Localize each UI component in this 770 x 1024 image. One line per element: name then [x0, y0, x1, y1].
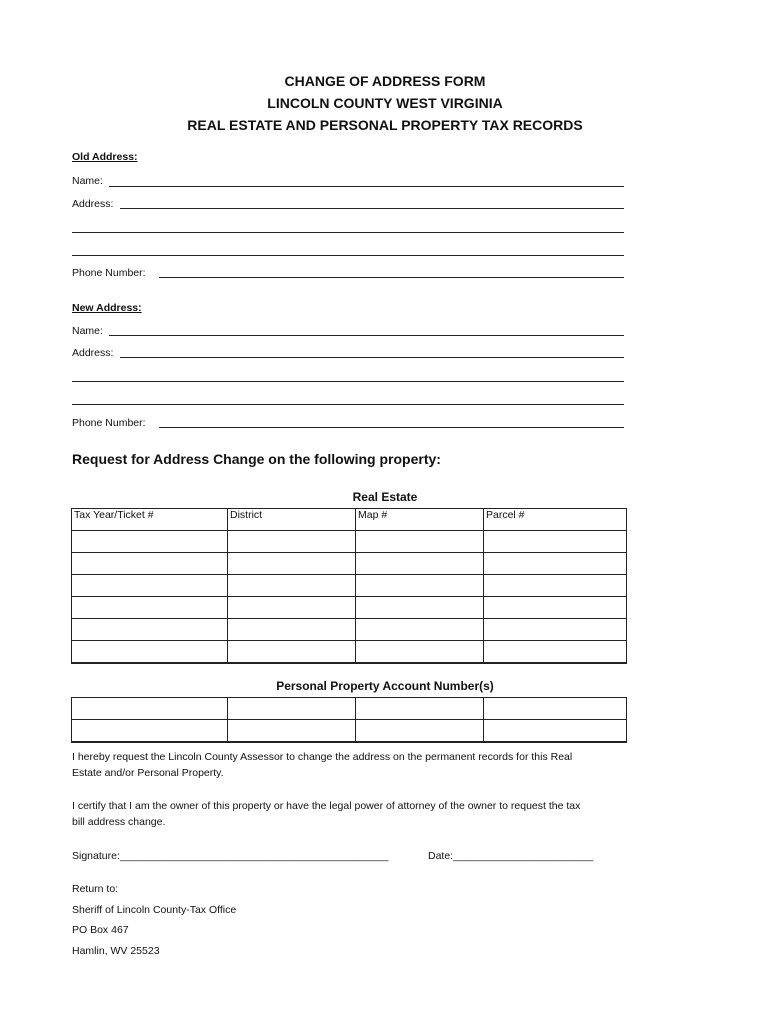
- table-cell[interactable]: [356, 619, 484, 641]
- table-row: [72, 698, 627, 720]
- table-cell[interactable]: [484, 531, 627, 553]
- table-cell[interactable]: [228, 619, 356, 641]
- table-cell[interactable]: [484, 575, 627, 597]
- old-address-line-2[interactable]: [72, 232, 624, 233]
- return-to-label: Return to:: [72, 883, 119, 895]
- table-cell[interactable]: [72, 698, 228, 720]
- table-row: [72, 553, 627, 575]
- table-cell[interactable]: [484, 641, 627, 664]
- table-cell[interactable]: [356, 531, 484, 553]
- table-cell[interactable]: [228, 698, 356, 720]
- old-address-label: Address:: [72, 198, 114, 210]
- new-address-heading: New Address:: [72, 302, 142, 314]
- table-row: [72, 619, 627, 641]
- column-header: Map #: [356, 509, 484, 531]
- table-cell[interactable]: [72, 531, 228, 553]
- real-estate-header-row: [72, 509, 627, 531]
- table-cell[interactable]: [228, 720, 356, 743]
- table-cell[interactable]: [72, 575, 228, 597]
- new-address-line-2[interactable]: [72, 381, 624, 382]
- table-cell[interactable]: [356, 641, 484, 664]
- table-cell[interactable]: [72, 553, 228, 575]
- table-cell[interactable]: [484, 597, 627, 619]
- table-row: [72, 641, 627, 664]
- old-phone-line[interactable]: [159, 277, 624, 278]
- table-cell[interactable]: [356, 720, 484, 743]
- date-row: [428, 850, 593, 862]
- table-row: [72, 720, 627, 743]
- county-title: LINCOLN COUNTY WEST VIRGINIA: [267, 95, 503, 111]
- old-address-line-1[interactable]: [120, 208, 624, 209]
- old-phone-label: Phone Number:: [72, 267, 146, 279]
- table-cell[interactable]: [484, 619, 627, 641]
- request-heading: Request for Address Change on the following property:: [72, 451, 441, 467]
- form-title: CHANGE OF ADDRESS FORM: [284, 73, 486, 89]
- signature-label: Signature:: [72, 850, 120, 862]
- table-cell[interactable]: [228, 553, 356, 575]
- date-label: Date:: [428, 850, 454, 862]
- old-name-line[interactable]: [109, 186, 624, 187]
- records-title: REAL ESTATE AND PERSONAL PROPERTY TAX RECORDS: [187, 117, 583, 133]
- table-cell[interactable]: [484, 553, 627, 575]
- table-row: [72, 575, 627, 597]
- new-address-label: Address:: [72, 347, 114, 359]
- table-cell[interactable]: [228, 641, 356, 664]
- signature-line[interactable]: ______________________________________________: [119, 850, 389, 862]
- new-address-line-3[interactable]: [72, 404, 624, 405]
- personal-property-caption: Personal Property Account Number(s): [276, 679, 494, 693]
- table-cell[interactable]: [356, 575, 484, 597]
- table-row: [72, 531, 627, 553]
- request-statement: I hereby request the Lincoln County Assessor to change the address on the permanent records for this Real Estate and/or Personal Property.: [72, 751, 573, 779]
- column-header: District: [228, 509, 356, 531]
- table-cell[interactable]: [72, 597, 228, 619]
- table-cell[interactable]: [228, 597, 356, 619]
- table-cell[interactable]: [228, 575, 356, 597]
- new-address-line-1[interactable]: [120, 357, 624, 358]
- table-cell[interactable]: [72, 641, 228, 664]
- date-line[interactable]: ________________________: [453, 850, 594, 862]
- old-address-heading: Old Address:: [72, 151, 138, 163]
- table-cell[interactable]: [356, 597, 484, 619]
- personal-property-table: [71, 697, 627, 743]
- new-phone-label: Phone Number:: [72, 417, 146, 429]
- new-name-line[interactable]: [109, 335, 624, 336]
- table-cell[interactable]: [72, 619, 228, 641]
- old-name-label: Name:: [72, 175, 103, 187]
- return-address-line-1: Sheriff of Lincoln County-Tax Office: [72, 904, 237, 916]
- column-header: Parcel #: [484, 509, 627, 531]
- real-estate-caption: Real Estate: [352, 490, 418, 504]
- column-header: Tax Year/Ticket #: [72, 509, 228, 531]
- table-cell[interactable]: [356, 698, 484, 720]
- old-address-line-3[interactable]: [72, 255, 624, 256]
- return-address-line-3: Hamlin, WV 25523: [72, 945, 160, 957]
- new-name-label: Name:: [72, 325, 103, 337]
- table-cell[interactable]: [484, 720, 627, 743]
- table-cell[interactable]: [356, 553, 484, 575]
- real-estate-table: [71, 508, 627, 664]
- ownership-statement: I certify that I am the owner of this property or have the legal power of attorney of the owner to request the tax bill address change.: [72, 800, 581, 828]
- signature-row: [72, 850, 389, 862]
- return-address-line-2: PO Box 467: [72, 924, 129, 936]
- table-cell[interactable]: [484, 698, 627, 720]
- table-cell[interactable]: [72, 720, 228, 743]
- new-phone-line[interactable]: [159, 427, 624, 428]
- table-row: [72, 597, 627, 619]
- table-cell[interactable]: [228, 531, 356, 553]
